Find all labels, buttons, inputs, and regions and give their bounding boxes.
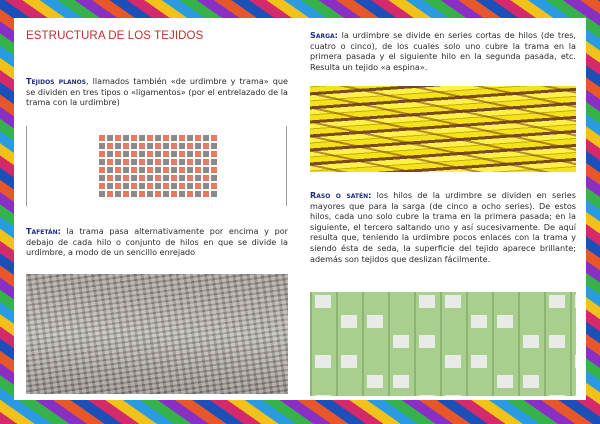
weave-cell (187, 175, 193, 181)
weave-cell (139, 167, 145, 173)
weave-cell (211, 135, 217, 141)
sarga-term: Sarga: (310, 30, 338, 40)
satin-stripe (362, 292, 364, 396)
satin-stripe (388, 292, 390, 396)
weave-cell (155, 175, 161, 181)
weave-cell (115, 159, 121, 165)
weave-cell (203, 135, 209, 141)
satin-float (367, 315, 383, 328)
satin-float (341, 315, 357, 328)
satin-float (523, 375, 539, 388)
satin-float (445, 395, 461, 396)
weave-cell (211, 191, 217, 197)
plain-weave-diagram (98, 134, 222, 198)
weave-cell (195, 151, 201, 157)
weave-cell (147, 175, 153, 181)
weave-cell (203, 143, 209, 149)
satin-float (341, 355, 357, 368)
weave-cell (107, 143, 113, 149)
weave-cell (115, 135, 121, 141)
weave-cell (155, 143, 161, 149)
tafetan-paragraph (26, 226, 288, 258)
satin-float (575, 295, 576, 308)
satin-float (315, 295, 331, 308)
weave-cell (203, 183, 209, 189)
satin-float (549, 395, 565, 396)
weave-cell (195, 159, 201, 165)
weave-cell (163, 175, 169, 181)
weave-cell (131, 183, 137, 189)
weave-cell (203, 175, 209, 181)
weave-cell (123, 175, 129, 181)
weave-cell (147, 151, 153, 157)
satin-float (497, 375, 513, 388)
weave-cell (147, 191, 153, 197)
planos-term: Tejidos planos (26, 76, 87, 86)
weave-cell (99, 143, 105, 149)
weave-cell (171, 183, 177, 189)
weave-cell (123, 159, 129, 165)
weave-cell (163, 151, 169, 157)
satin-float (471, 355, 487, 368)
weave-cell (155, 191, 161, 197)
satin-stripe (310, 292, 312, 396)
weave-cell (123, 143, 129, 149)
weave-cell (139, 159, 145, 165)
weave-cell (107, 167, 113, 173)
weave-cell (195, 143, 201, 149)
tafetan-term: Tafetán: (26, 226, 61, 236)
satin-stripe (440, 292, 442, 396)
satin-float (575, 355, 576, 368)
page-title: ESTRUCTURA DE LOS TEJIDOS (26, 30, 204, 42)
weave-cell (163, 191, 169, 197)
satin-float (549, 335, 565, 348)
weave-cell (211, 159, 217, 165)
weave-cell (99, 159, 105, 165)
weave-cell (163, 159, 169, 165)
weave-cell (115, 183, 121, 189)
weave-cell (139, 151, 145, 157)
satin-float (315, 355, 331, 368)
weave-cell (131, 151, 137, 157)
taffeta-fabric-photo (26, 274, 288, 394)
weave-cell (107, 159, 113, 165)
weave-cell (179, 151, 185, 157)
satin-float (419, 295, 435, 308)
weave-cell (123, 151, 129, 157)
sarga-paragraph (310, 30, 576, 72)
weave-cell (171, 151, 177, 157)
satin-stripe (544, 292, 546, 396)
satin-float (471, 315, 487, 328)
weave-cell (107, 151, 113, 157)
satin-stripe (570, 292, 572, 396)
raso-paragraph (310, 190, 576, 264)
weave-cell (155, 151, 161, 157)
weave-cell (179, 175, 185, 181)
weave-cell (139, 175, 145, 181)
weave-cell (99, 167, 105, 173)
weave-cell (123, 191, 129, 197)
satin-float (549, 295, 565, 308)
weave-cell (107, 191, 113, 197)
weave-cell (99, 151, 105, 157)
sarga-text: la urdimbre se divide en series cortas de hilos (de tres, cuatro o cinco), de los cuales solo uno cubre la trama en la primera pasada y el siguiente hilo en la segunda pasada, etc. Resulta un tejido «a espina». (310, 30, 576, 72)
weave-cell (139, 135, 145, 141)
weave-cell (139, 191, 145, 197)
plain-weave-figure (26, 126, 288, 206)
weave-cell (107, 135, 113, 141)
weave-cell (211, 143, 217, 149)
weave-cell (155, 159, 161, 165)
satin-float (419, 335, 435, 348)
satin-stripe (492, 292, 494, 396)
weave-cell (147, 143, 153, 149)
weave-cell (195, 175, 201, 181)
weave-cell (123, 183, 129, 189)
satin-float (419, 395, 435, 396)
weave-cell (123, 135, 129, 141)
weave-cell (179, 143, 185, 149)
weave-cell (203, 151, 209, 157)
weave-cell (187, 143, 193, 149)
weave-cell (171, 159, 177, 165)
satin-stripe (466, 292, 468, 396)
satin-float (497, 315, 513, 328)
weave-cell (115, 143, 121, 149)
weave-cell (171, 135, 177, 141)
weave-cell (115, 151, 121, 157)
weave-cell (171, 167, 177, 173)
weave-cell (131, 167, 137, 173)
weave-cell (99, 135, 105, 141)
weave-cell (99, 191, 105, 197)
weave-cell (131, 175, 137, 181)
weave-cell (203, 159, 209, 165)
weave-cell (211, 175, 217, 181)
raso-term: Raso o satén: (310, 190, 372, 200)
weave-cell (131, 191, 137, 197)
weave-cell (195, 183, 201, 189)
weave-cell (187, 135, 193, 141)
weave-cell (195, 167, 201, 173)
weave-cell (203, 167, 209, 173)
planos-paragraph (26, 76, 288, 108)
weave-cell (187, 167, 193, 173)
weave-cell (99, 175, 105, 181)
weave-cell (147, 135, 153, 141)
weave-cell (147, 159, 153, 165)
weave-cell (131, 159, 137, 165)
weave-cell (107, 175, 113, 181)
weave-cell (187, 159, 193, 165)
weave-cell (131, 143, 137, 149)
planos-text: , llamados también «de urdimbre y trama» que se dividen en tres tipos o «ligamentos» (por el entrelazado de la trama con la urdimbre) (26, 76, 288, 108)
weave-cell (203, 191, 209, 197)
weave-cell (99, 183, 105, 189)
raso-text: los hilos de la urdimbre se dividen en series mayores que para la sarga (de cinco a ocho series). De estos hilos, cada uno solo cubre la trama en la primera pasada; en la siguiente, el tercero saltando uno y así sucesivamente. De aquí resulta que, teniendo la urdimbre pocos enlaces con la trama y siendo ésta de seda, la superficie del tejido aparece brillante; además son tejidos que deslizan fácilmente. (310, 190, 577, 264)
weave-cell (163, 167, 169, 173)
weave-cell (155, 167, 161, 173)
weave-cell (155, 183, 161, 189)
weave-cell (123, 167, 129, 173)
satin-float (367, 375, 383, 388)
weave-cell (115, 191, 121, 197)
satin-float (315, 395, 331, 396)
weave-cell (171, 191, 177, 197)
satin-stripe (518, 292, 520, 396)
weave-cell (163, 183, 169, 189)
satin-float (575, 395, 576, 396)
weave-cell (211, 183, 217, 189)
weave-cell (195, 135, 201, 141)
satin-float (393, 335, 409, 348)
weave-cell (147, 183, 153, 189)
weave-cell (179, 183, 185, 189)
figure-border-left (26, 126, 27, 206)
weave-cell (179, 135, 185, 141)
weave-cell (163, 135, 169, 141)
weave-cell (211, 167, 217, 173)
satin-float (445, 295, 461, 308)
weave-cell (107, 183, 113, 189)
weave-cell (171, 143, 177, 149)
weave-cell (187, 151, 193, 157)
weave-cell (211, 151, 217, 157)
weave-cell (179, 159, 185, 165)
weave-cell (195, 191, 201, 197)
weave-cell (155, 135, 161, 141)
weave-cell (163, 143, 169, 149)
weave-cell (115, 167, 121, 173)
satin-float (445, 355, 461, 368)
satin-weave-photo (310, 292, 576, 396)
weave-cell (187, 183, 193, 189)
satin-stripe (414, 292, 416, 396)
satin-weave-pattern (310, 292, 576, 396)
weave-cell (171, 175, 177, 181)
figure-border-right (286, 126, 287, 206)
weave-cell (139, 143, 145, 149)
weave-cell (187, 191, 193, 197)
left-page (14, 18, 300, 400)
weave-cell (131, 135, 137, 141)
satin-stripe (336, 292, 338, 396)
twill-fabric-photo (310, 86, 576, 172)
weave-cell (147, 167, 153, 173)
weave-cell (139, 183, 145, 189)
tafetan-text: la trama pasa alternativamente por encima y por debajo de cada hilo o conjunto de hilos en que se divide la urdimbre, a modo de un sencillo enrejado (26, 226, 288, 258)
weave-cell (179, 167, 185, 173)
weave-cell (115, 175, 121, 181)
satin-float (523, 335, 539, 348)
weave-cell (179, 191, 185, 197)
satin-float (393, 375, 409, 388)
right-page (300, 18, 586, 400)
